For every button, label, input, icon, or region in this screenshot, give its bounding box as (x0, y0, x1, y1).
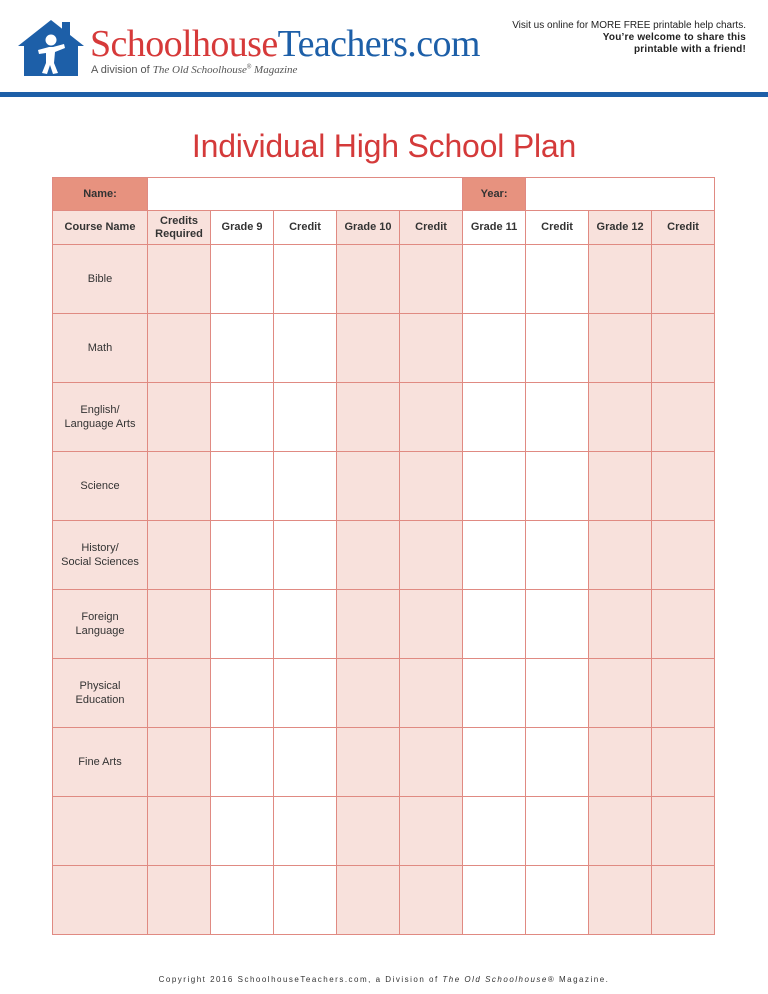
entry-cell[interactable] (526, 728, 589, 797)
entry-cell[interactable] (589, 797, 652, 866)
course-name-cell (53, 245, 148, 314)
entry-cell[interactable] (589, 452, 652, 521)
course-name-line: Fine Arts (78, 756, 122, 768)
course-row (53, 866, 715, 935)
course-name-line: English/ (80, 404, 120, 416)
entry-cell[interactable] (400, 383, 463, 452)
entry-cell[interactable] (526, 383, 589, 452)
course-row (53, 452, 715, 521)
entry-cell[interactable] (589, 245, 652, 314)
column-header: Grade 9 (211, 211, 274, 245)
course-row (53, 590, 715, 659)
share-note (512, 20, 746, 56)
entry-cell[interactable] (526, 659, 589, 728)
entry-cell[interactable] (400, 314, 463, 383)
entry-cell[interactable] (148, 590, 211, 659)
entry-cell[interactable] (337, 590, 400, 659)
column-header: Course Name (53, 211, 148, 245)
entry-cell[interactable] (274, 590, 337, 659)
entry-cell[interactable] (211, 728, 274, 797)
entry-cell[interactable] (148, 314, 211, 383)
course-row (53, 659, 715, 728)
entry-cell[interactable] (148, 866, 211, 935)
entry-cell[interactable] (526, 314, 589, 383)
entry-cell[interactable] (652, 452, 715, 521)
entry-cell[interactable] (337, 728, 400, 797)
column-header: Grade 10 (337, 211, 400, 245)
entry-cell[interactable] (589, 866, 652, 935)
entry-cell[interactable] (274, 797, 337, 866)
entry-cell[interactable] (211, 452, 274, 521)
column-header: Credit (400, 211, 463, 245)
division-suffix: Magazine (251, 64, 298, 76)
name-label: Name: (53, 178, 148, 211)
column-header-row (53, 211, 715, 245)
visit-text: Visit us online for MORE FREE printable help charts. (512, 20, 746, 31)
entry-cell[interactable] (652, 590, 715, 659)
entry-cell[interactable] (463, 590, 526, 659)
division-magazine: The Old Schoolhouse (152, 64, 247, 76)
course-name-cell (53, 659, 148, 728)
column-header: Grade 12 (589, 211, 652, 245)
registered-mark: ® (246, 64, 252, 71)
footer-suffix: ® Magazine. (547, 975, 610, 984)
entry-cell[interactable] (148, 659, 211, 728)
course-name-cell (53, 866, 148, 935)
entry-cell[interactable] (400, 866, 463, 935)
course-row (53, 521, 715, 590)
entry-cell[interactable] (400, 452, 463, 521)
course-name-line: Language Arts (64, 418, 136, 430)
entry-cell[interactable] (463, 797, 526, 866)
entry-cell[interactable] (274, 452, 337, 521)
entry-cell[interactable] (337, 383, 400, 452)
entry-cell[interactable] (589, 659, 652, 728)
entry-cell[interactable] (463, 866, 526, 935)
footer-prefix: Copyright 2016 SchoolhouseTeachers.com, a Division of (158, 975, 443, 984)
course-name-line: Science (80, 480, 120, 492)
course-name-line: Social Sciences (61, 556, 139, 568)
entry-cell[interactable] (526, 521, 589, 590)
entry-cell[interactable] (400, 590, 463, 659)
entry-cell[interactable] (400, 245, 463, 314)
entry-cell[interactable] (526, 590, 589, 659)
entry-cell[interactable] (211, 314, 274, 383)
entry-cell[interactable] (400, 659, 463, 728)
entry-cell[interactable] (652, 866, 715, 935)
entry-cell[interactable] (148, 383, 211, 452)
entry-cell[interactable] (652, 659, 715, 728)
course-name-line: History/ (81, 542, 119, 554)
entry-cell[interactable] (274, 383, 337, 452)
name-field[interactable] (148, 178, 463, 211)
entry-cell[interactable] (211, 245, 274, 314)
entry-cell[interactable] (274, 659, 337, 728)
course-name-cell (53, 728, 148, 797)
welcome-line-2: printable with a friend! (633, 44, 746, 55)
brand-part1: Schoolhouse (90, 23, 278, 65)
entry-cell[interactable] (463, 383, 526, 452)
course-row (53, 797, 715, 866)
entry-cell[interactable] (148, 797, 211, 866)
course-name-cell (53, 383, 148, 452)
entry-cell[interactable] (148, 728, 211, 797)
course-name-line: Math (87, 342, 113, 354)
entry-cell[interactable] (337, 314, 400, 383)
entry-cell[interactable] (211, 590, 274, 659)
column-header: Credit (652, 211, 715, 245)
entry-cell[interactable] (589, 383, 652, 452)
entry-cell[interactable] (463, 659, 526, 728)
entry-cell[interactable] (274, 314, 337, 383)
entry-cell[interactable] (337, 452, 400, 521)
entry-cell[interactable] (589, 590, 652, 659)
entry-cell[interactable] (337, 866, 400, 935)
footer-magazine: The Old Schoolhouse (442, 975, 548, 984)
entry-cell[interactable] (526, 866, 589, 935)
entry-cell[interactable] (211, 383, 274, 452)
entry-cell[interactable] (211, 866, 274, 935)
entry-cell[interactable] (400, 797, 463, 866)
column-header: Credits Required (148, 211, 211, 245)
course-row (53, 728, 715, 797)
entry-cell[interactable] (400, 521, 463, 590)
entry-cell[interactable] (589, 314, 652, 383)
entry-cell[interactable] (526, 245, 589, 314)
course-name-line: Bible (87, 273, 113, 285)
entry-cell[interactable] (274, 728, 337, 797)
entry-cell[interactable] (211, 521, 274, 590)
column-header: Credit (526, 211, 589, 245)
header-divider (0, 92, 768, 97)
division-line (91, 64, 297, 76)
entry-cell[interactable] (526, 797, 589, 866)
year-label: Year: (463, 178, 526, 211)
course-name-line: Physical (79, 680, 121, 692)
column-header: Credit (274, 211, 337, 245)
entry-cell[interactable] (463, 314, 526, 383)
course-name-cell (53, 521, 148, 590)
division-prefix: A division of (91, 64, 153, 76)
entry-cell[interactable] (148, 521, 211, 590)
schoolhouse-logo-icon (16, 18, 86, 78)
entry-cell[interactable] (652, 314, 715, 383)
entry-cell[interactable] (337, 797, 400, 866)
year-field[interactable] (526, 178, 715, 211)
entry-cell[interactable] (463, 245, 526, 314)
entry-cell[interactable] (652, 383, 715, 452)
entry-cell[interactable] (463, 521, 526, 590)
entry-cell[interactable] (148, 452, 211, 521)
entry-cell[interactable] (337, 659, 400, 728)
page-header (0, 0, 768, 100)
entry-cell[interactable] (652, 245, 715, 314)
info-row (53, 178, 715, 211)
column-header: Grade 11 (463, 211, 526, 245)
course-name-line: Language (75, 625, 125, 637)
entry-cell[interactable] (274, 245, 337, 314)
page-title: Individual High School Plan (191, 128, 577, 164)
course-name-cell (53, 314, 148, 383)
entry-cell[interactable] (652, 521, 715, 590)
brand-wordmark (90, 24, 480, 64)
course-name-line: Foreign (81, 611, 119, 623)
entry-cell[interactable] (274, 521, 337, 590)
course-name-line: Education (75, 694, 125, 706)
entry-cell[interactable] (463, 452, 526, 521)
entry-cell[interactable] (148, 245, 211, 314)
welcome-line-1: You’re welcome to share this (602, 32, 746, 43)
copyright-footer (0, 975, 768, 984)
course-row (53, 383, 715, 452)
entry-cell[interactable] (211, 797, 274, 866)
brand-part2: Teachers.com (277, 23, 480, 65)
entry-cell[interactable] (526, 452, 589, 521)
entry-cell[interactable] (652, 728, 715, 797)
course-row (53, 314, 715, 383)
entry-cell[interactable] (652, 797, 715, 866)
entry-cell[interactable] (589, 521, 652, 590)
plan-table (52, 177, 715, 935)
entry-cell[interactable] (337, 245, 400, 314)
entry-cell[interactable] (211, 659, 274, 728)
course-name-cell (53, 590, 148, 659)
entry-cell[interactable] (337, 521, 400, 590)
entry-cell[interactable] (589, 728, 652, 797)
course-name-cell (53, 452, 148, 521)
entry-cell[interactable] (463, 728, 526, 797)
course-name-cell (53, 797, 148, 866)
course-rows (53, 245, 715, 935)
entry-cell[interactable] (274, 866, 337, 935)
course-row (53, 245, 715, 314)
entry-cell[interactable] (400, 728, 463, 797)
